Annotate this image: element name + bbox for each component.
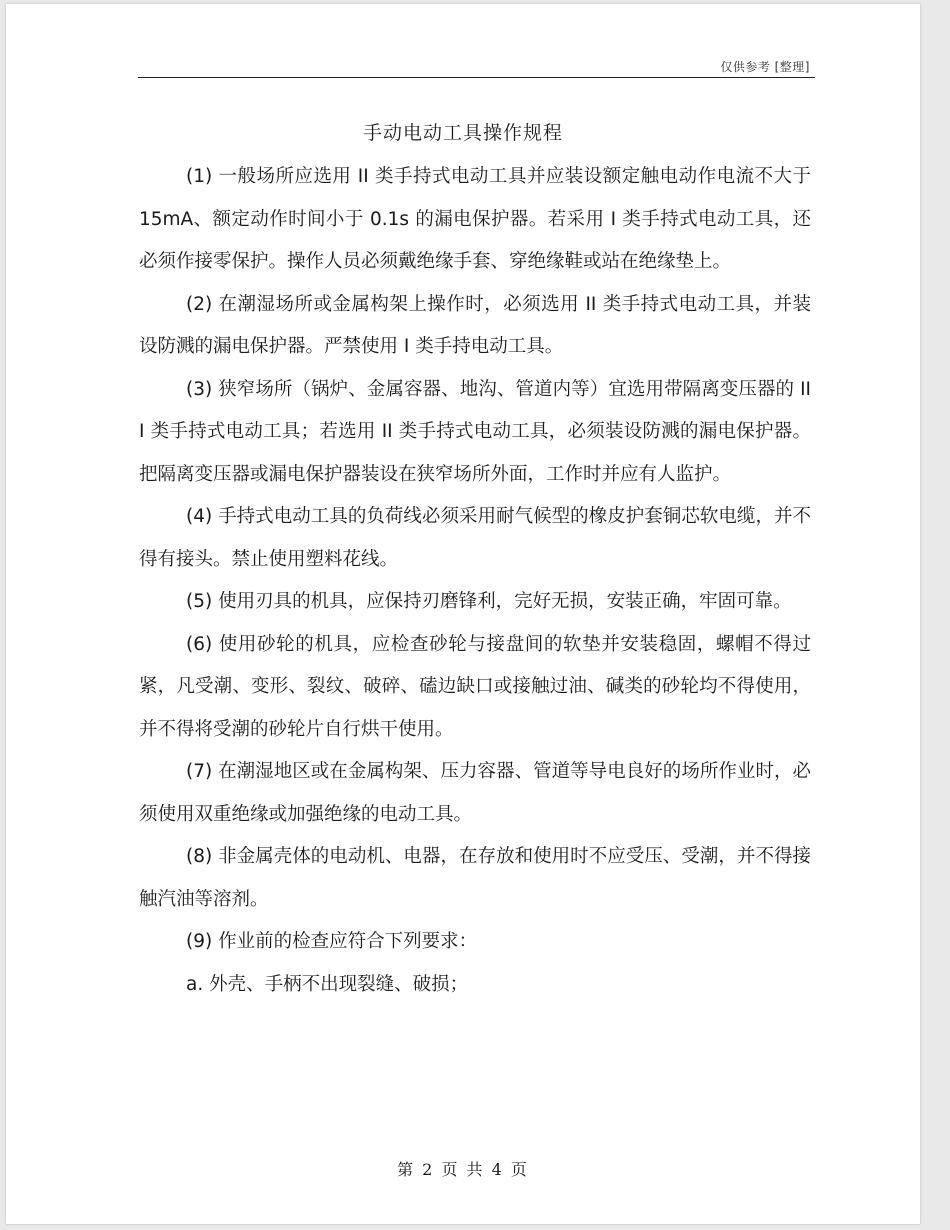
document-page xyxy=(6,4,920,1224)
document-body xyxy=(139,156,811,1006)
paragraph-9: (9) 作业前的检查应符合下列要求： xyxy=(186,931,478,952)
paragraph-6: (6) 使用砂轮的机具，应检查砂轮与接盘间的软垫并安装稳固，螺帽不得过紧，凡受潮、变形、裂纹、破碎、磕边缺口或接触过油、碱类的砂轮均不得使用，并不得将受潮的砂轮片自行烘干使用。 xyxy=(139,633,811,740)
paragraph-8: (8) 非金属壳体的电动机、电器，在存放和使用时不应受压、受潮，并不得接触汽油等溶剂。 xyxy=(139,846,811,910)
paragraph-1: (1) 一般场所应选用 II 类手持式电动工具并应装设额定触电动作电流不大于 15mA、额定动作时间小于 0.1s 的漏电保护器。若采用 I 类手持式电动工具，还必须作接零保护。操作人员必须戴绝缘手套、穿绝缘鞋或站在绝缘垫上。 xyxy=(139,166,811,272)
paragraph-2: (2) 在潮湿场所或金属构架上操作时，必须选用 II 类手持式电动工具，并装设防溅的漏电保护器。严禁使用 I 类手持电动工具。 xyxy=(139,293,811,357)
paragraph-3: (3) 狭窄场所（锅炉、金属容器、地沟、管道内等）宜选用带隔离变压器的 III 类手持式电动工具；若选用 II 类手持式电动工具，必须装设防溅的漏电保护器。把隔离变压器或漏电保护器装设在狭窄场所外面，工作时并应有人监护。 xyxy=(139,378,811,485)
paragraph-5: (5) 使用刃具的机具，应保持刃磨锋利，完好无损，安装正确，牢固可靠。 xyxy=(186,591,792,612)
page-number: 第 2 页 共 4 页 xyxy=(397,1160,529,1179)
document-title: 手动电动工具操作规程 xyxy=(362,122,563,144)
header-note: 仅供参考 [整理] xyxy=(720,60,810,74)
paragraph-7: (7) 在潮湿地区或在金属构架、压力容器、管道等导电良好的场所作业时，必须使用双重绝缘或加强绝缘的电动工具。 xyxy=(139,761,811,825)
header-rule xyxy=(138,77,815,78)
paragraph-4: (4) 手持式电动工具的负荷线必须采用耐气候型的橡皮护套铜芯软电缆，并不得有接头。禁止使用塑料花线。 xyxy=(139,506,811,570)
list-item-a: a. 外壳、手柄不出现裂缝、破损； xyxy=(186,973,469,995)
